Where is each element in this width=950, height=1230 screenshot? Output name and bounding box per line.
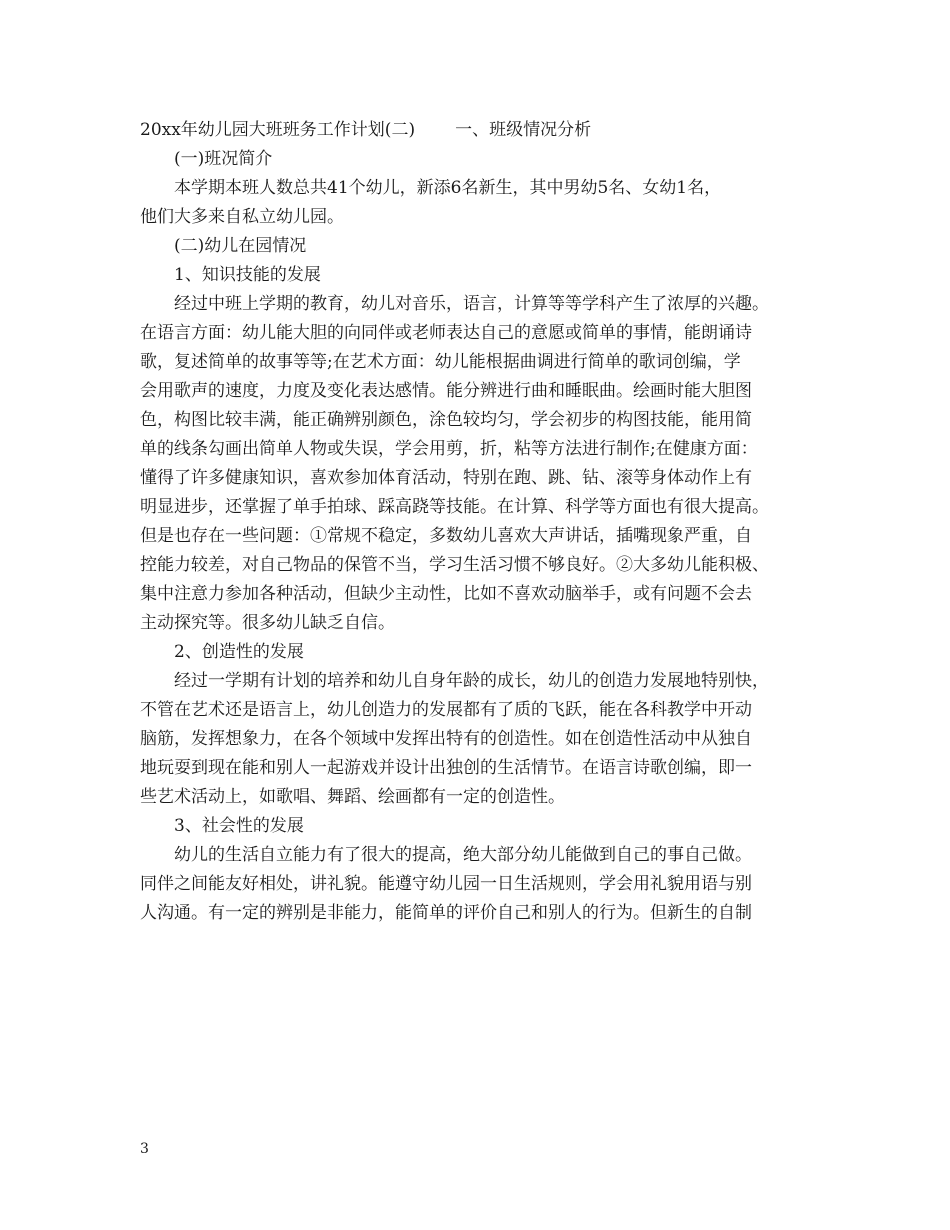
text-line: 经过中班上学期的教育，幼儿对音乐，语言，计算等等学科产生了浓厚的兴趣。 (174, 294, 769, 314)
text-line: 在语言方面：幼儿能大胆的向同伴或老师表达自己的意愿或简单的事情，能朗诵诗 (140, 323, 752, 343)
text-line: 主动探究等。很多幼儿缺乏自信。 (140, 613, 395, 633)
text-line: 本学期本班人数总共41个幼儿，新添6名新生，其中男幼5名、女幼1名， (174, 178, 722, 198)
section-heading: 一、班级情况分析 (455, 120, 592, 140)
text-line: 脑筋，发挥想象力，在各个领域中发挥出特有的创造性。如在创造性活动中从独自 (140, 729, 752, 749)
text-line: 但是也存在一些问题：①常规不稳定，多数幼儿喜欢大声讲话，插嘴现象严重，自 (140, 526, 752, 546)
text-line: (二)幼儿在园情况 (174, 236, 307, 256)
text-line: 幼儿的生活自立能力有了很大的提高，绝大部分幼儿能做到自己的事自己做。 (174, 845, 752, 865)
text-line: 不管在艺术还是语言上，幼儿创造力的发展都有了质的飞跃，能在各科教学中开动 (140, 700, 752, 720)
text-line: 人沟通。有一定的辨别是非能力，能简单的评价自己和别人的行为。但新生的自制 (140, 903, 752, 923)
text-line: 懂得了许多健康知识，喜欢参加体育活动，特别在跑、跳、钻、滚等身体动作上有 (140, 468, 752, 488)
text-line: (一)班况简介 (174, 149, 273, 169)
text-line: 2、创造性的发展 (174, 642, 304, 662)
text-line: 同伴之间能友好相处，讲礼貌。能遵守幼儿园一日生活规则，学会用礼貌用语与别 (140, 874, 752, 894)
paragraph-lines (140, 145, 820, 928)
document-title: 20xx年幼儿园大班班务工作计划(二) (140, 120, 416, 140)
text-line: 会用歌声的速度，力度及变化表达感情。能分辨进行曲和睡眠曲。绘画时能大胆图 (140, 381, 752, 401)
title-line (140, 116, 820, 145)
text-line: 单的线条勾画出简单人物或失误，学会用剪，折，粘等方法进行制作;在健康方面： (140, 439, 758, 459)
text-line: 控能力较差，对自己物品的保管不当，学习生活习惯不够良好。②大多幼儿能积极、 (140, 555, 769, 575)
document-body (140, 116, 820, 928)
text-line: 歌，复述简单的故事等等;在艺术方面：幼儿能根据曲调进行简单的歌词创编，学 (140, 352, 741, 372)
text-line: 些艺术活动上，如歌唱、舞蹈、绘画都有一定的创造性。 (140, 787, 565, 807)
text-line: 经过一学期有计划的培养和幼儿自身年龄的成长，幼儿的创造力发展地特别快， (174, 671, 769, 691)
text-line: 集中注意力参加各种活动，但缺少主动性，比如不喜欢动脑举手，或有问题不会去 (140, 584, 752, 604)
text-line: 3、社会性的发展 (174, 816, 304, 836)
page-number: 3 (140, 1141, 149, 1157)
text-line: 他们大多来自私立幼儿园。 (140, 207, 344, 227)
text-line: 地玩耍到现在能和别人一起游戏并设计出独创的生活情节。在语言诗歌创编，即一 (140, 758, 752, 778)
text-line: 色，构图比较丰满，能正确辨别颜色，涂色较均匀，学会初步的构图技能，能用简 (140, 410, 752, 430)
text-line: 1、知识技能的发展 (174, 265, 321, 285)
text-line: 明显进步，还掌握了单手拍球、踩高跷等技能。在计算、科学等方面也有很大提高。 (140, 497, 769, 517)
